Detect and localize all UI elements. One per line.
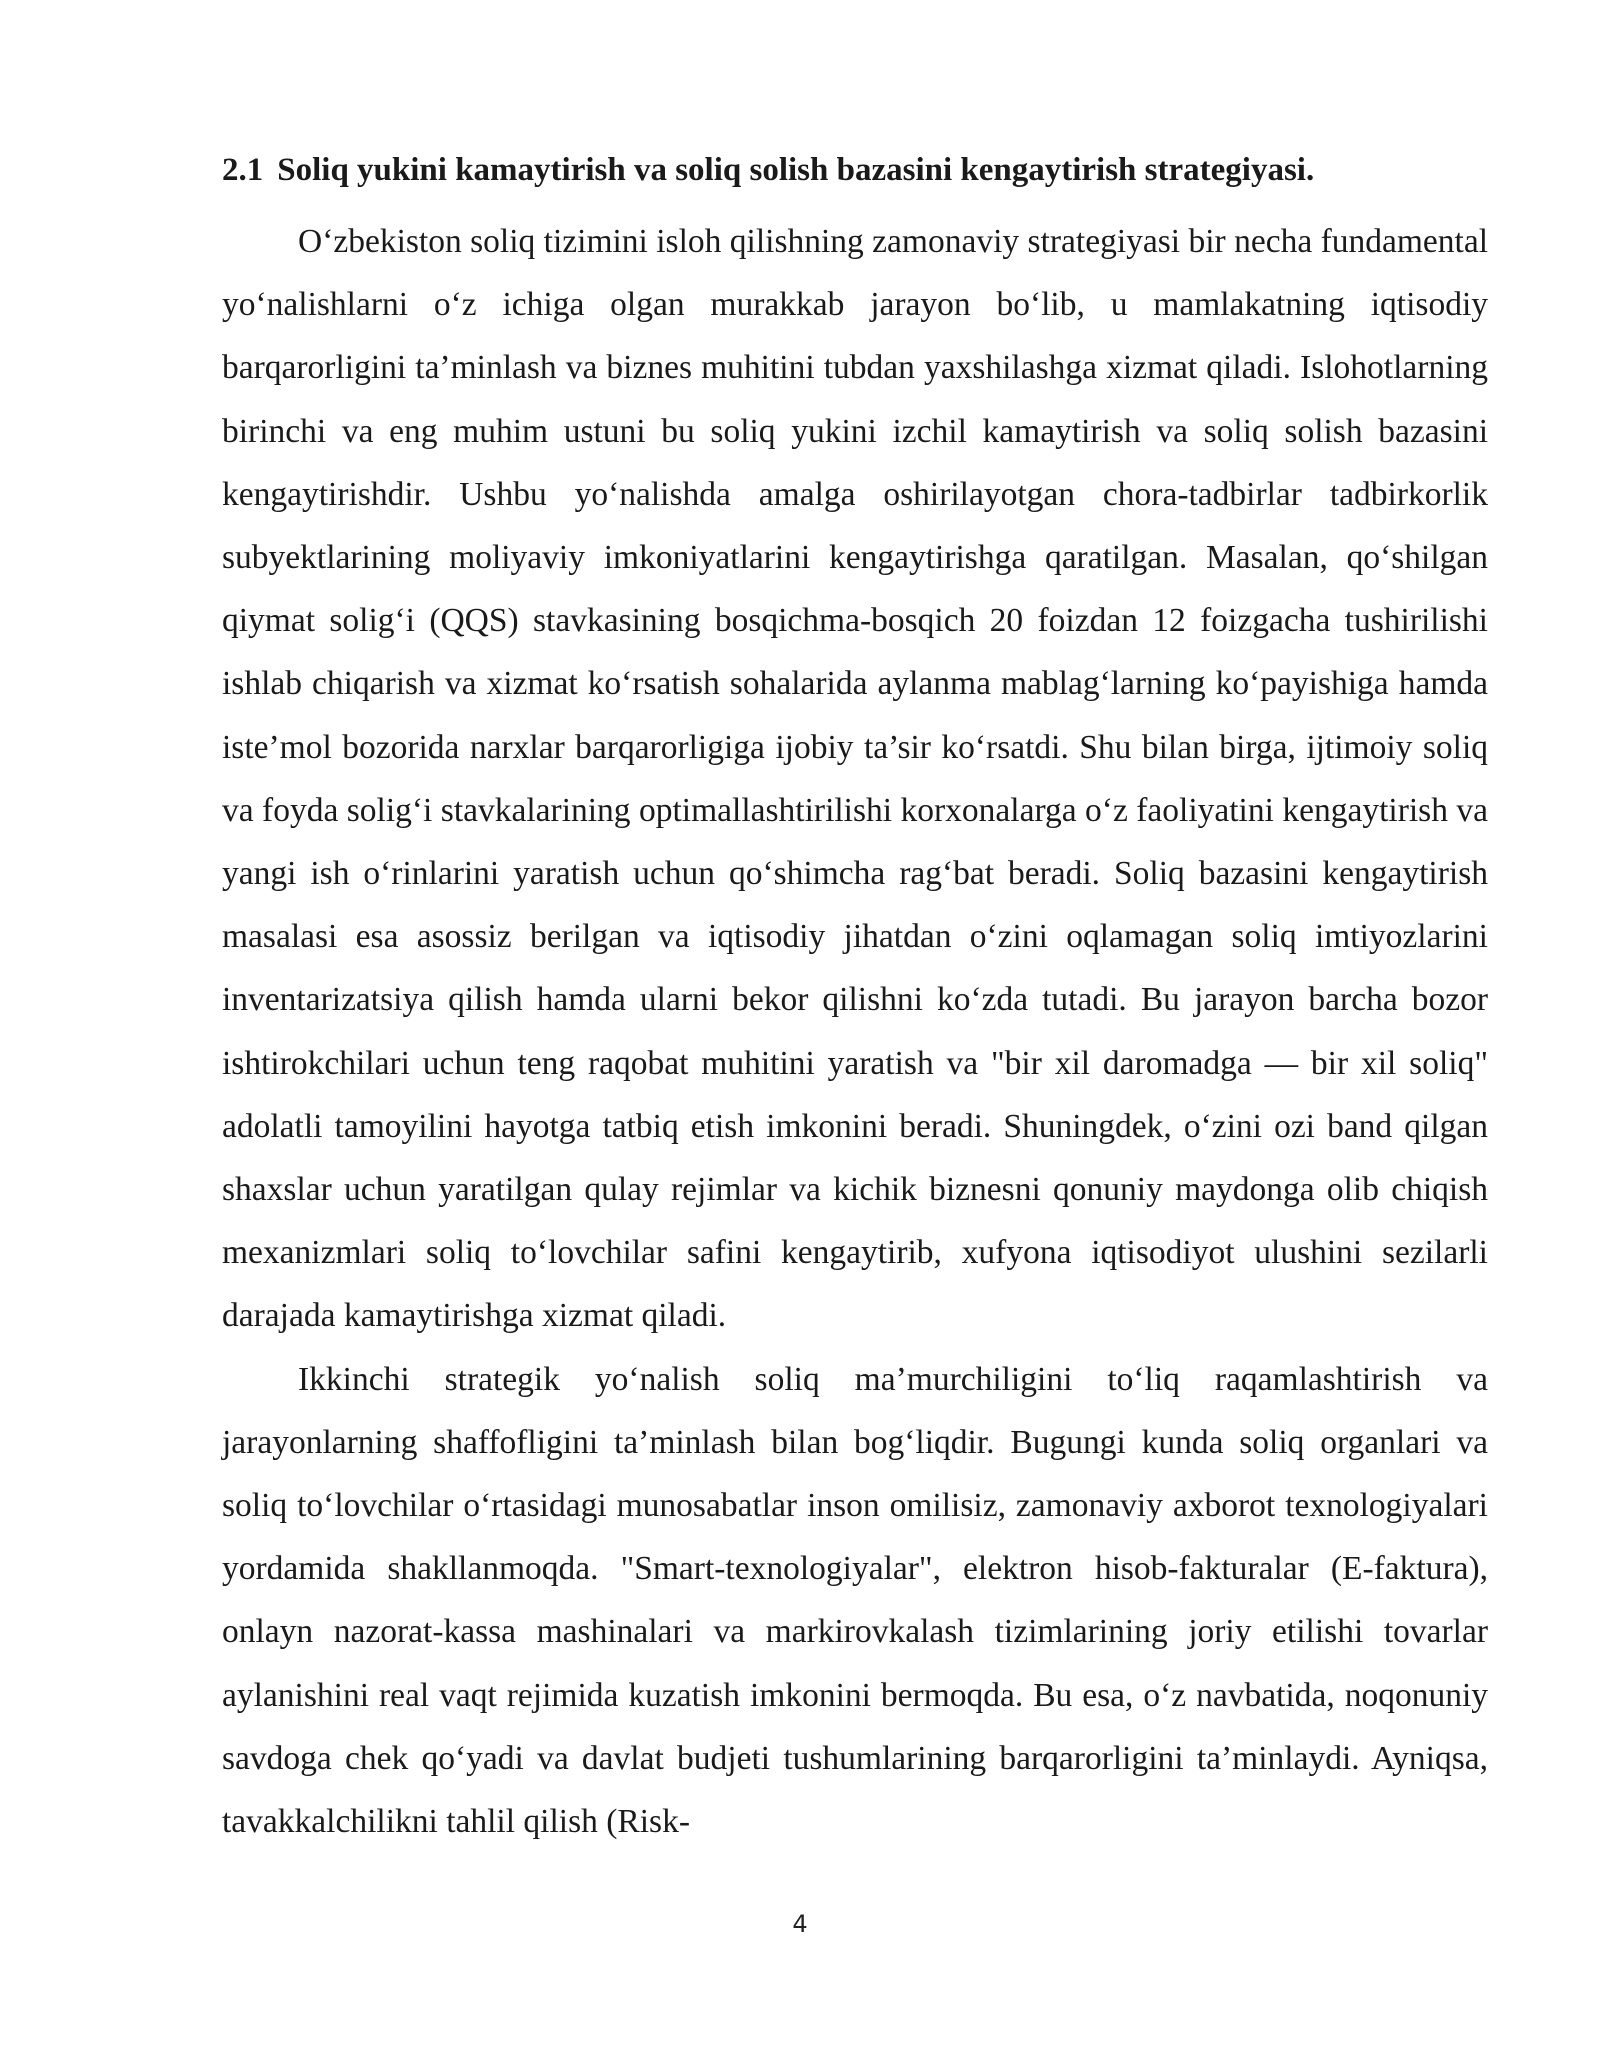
section-number: 2.1 xyxy=(222,152,264,188)
section-title: Soliq yukini kamaytirish va soliq solish bazasini kengaytirish strategiyasi. xyxy=(277,152,1315,188)
paragraph: O‘zbekiston soliq tizimini isloh qilishning zamonaviy strategiyasi bir necha fundamental yo‘nalishlarni o‘z ichiga olgan murakkab jarayon bo‘lib, u mamlakatning iqtisodiy barqarorligini ta’minlash va biznes muhitini tubdan yaxshilashga xizmat qiladi. Islohotlarning birinchi va eng muhim ustuni bu soliq yukini izchil kamaytirish va soliq solish bazasini kengaytirishdir. Ushbu yo‘nalishda amalga oshirilayotgan chora-tadbirlar tadbirkorlik subyektlarining moliyaviy imkoniyatlarini kengaytirishga qaratilgan. Masalan, qo‘shilgan qiymat solig‘i (QQS) stavkasining bosqichma-bosqich 20 foizdan 12 foizgacha tushirilishi ishlab chiqarish va xizmat ko‘rsatish sohalarida aylanma mablag‘larning ko‘payishiga hamda iste’mol bozorida narxlar barqarorligiga ijobiy ta’sir ko‘rsatdi. Shu bilan birga, ijtimoiy soliq va foyda solig‘i stavkalarining optimallashtirilishi korxonalarga o‘z faoliyatini kengaytirish va yangi ish o‘rinlarini yaratish uchun qo‘shimcha rag‘bat beradi. Soliq bazasini kengaytirish masalasi esa asossiz berilgan va iqtisodiy jihatdan o‘zini oqlamagan soliq imtiyozlarini inventarizatsiya qilish hamda ularni bekor qilishni ko‘zda tutadi. Bu jarayon barcha bozor ishtirokchilari uchun teng raqobat muhitini yaratish va "bir xil daromadga — bir xil soliq" adolatli tamoyilini hayotga tatbiq etish imkonini beradi. Shuningdek, o‘zini ozi band qilgan shaxslar uchun yaratilgan qulay rejimlar va kichik biznesni qonuniy maydonga olib chiqish mexanizmlari soliq to‘lovchilar safini kengaytirib, xufyona iqtisodiyot ulushini sezilarli darajada kamaytirishga xizmat qiladi. xyxy=(222,223,1488,1335)
paragraph: Ikkinchi strategik yo‘nalish soliq ma’murchiligini to‘liq raqamlashtirish va jarayonlarning shaffofligini ta’minlash bilan bog‘liqdir. Bugungi kunda soliq organlari va soliq to‘lovchilar o‘rtasidagi munosabatlar inson omilisiz, zamonaviy axborot texnologiyalari yordamida shakllanmoqda. "Smart-texnologiyalar", elektron hisob-fakturalar (E-faktura), onlayn nazorat-kassa mashinalari va markirovkalash tizimlarining joriy etilishi tovarlar aylanishini real vaqt rejimida kuzatish imkonini bermoqda. Bu esa, o‘z navbatida, noqonuniy savdoga chek qo‘yadi va davlat budjeti tushumlarining barqarorligini ta’minlaydi. Ayniqsa, tavakkalchilikni tahlil qilish (Risk- xyxy=(222,1360,1488,1841)
section-heading xyxy=(222,148,1488,192)
page-number: 4 xyxy=(792,1910,808,1938)
page-content xyxy=(222,148,1488,1853)
